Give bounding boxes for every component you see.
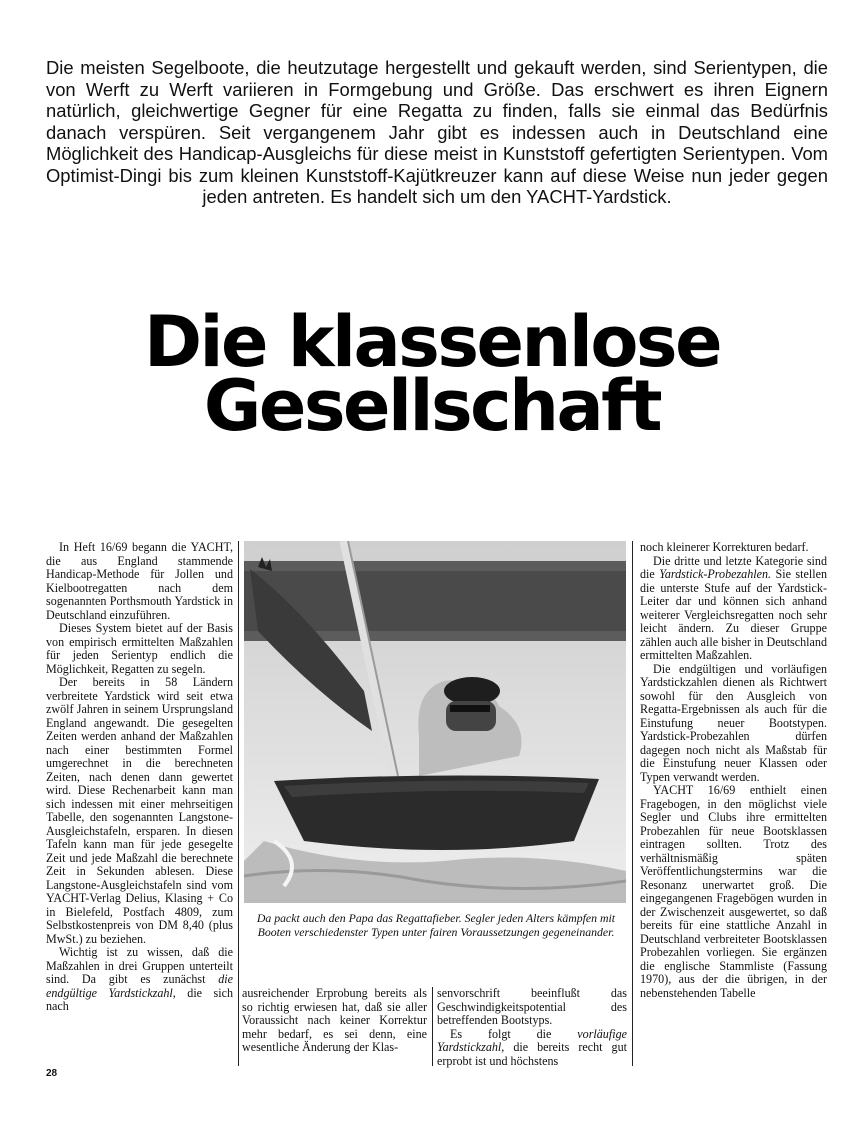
column-rule xyxy=(632,541,633,1066)
paragraph xyxy=(640,555,827,663)
headline xyxy=(0,301,864,447)
paragraph: Die endgültigen und vorläufigen Yardstickzahlen dienen als Richtwert sowohl für den Ausgleich von Regatta-Ergebnissen als auch für die Einstufung neuer Bootstypen. Yardstick-Probezahlen dürfen dagegen noch nicht als Maßstab für die Einstufung neuer Klassen oder Typen verwandt werden. xyxy=(640,661,827,784)
article-column-1 xyxy=(46,541,233,1014)
article-column-4 xyxy=(640,541,827,1000)
article-column-3 xyxy=(437,987,627,1068)
paragraph-text: Es folgt die xyxy=(450,1026,552,1041)
page-number: 28 xyxy=(46,1068,58,1079)
column-rule xyxy=(432,987,433,1066)
sailing-dinghy-photo xyxy=(244,541,626,903)
article-column-2 xyxy=(242,987,427,1055)
paragraph: Der bereits in 58 Ländern verbreitete Yardstick wird seit etwa zwölf Jahren in seinem Ursprungsland England angewandt. Die gesegelten Zeiten werden anhand der Maßzahlen nach einer bestimmten Formel umgerechnet in die berechneten Zeiten, nach denen dann gewertet wird. Diese Rechenarbeit kann man sich indessen mit einer mehrseitigen Tabelle, den sogenannten Langstone-Ausgleichstafeln, ersparen. In diesen Tafeln kann man für jede gesegelte Zeit und jede Maßzahl die berechnete Zeit in Sekunden ablesen. Diese Langstone-Ausgleichstafeln sind vom YACHT-Verlag Delius, Klasing + Co in Bielefeld, Postfach 4809, zum Selbstkostenpreis von DM 8,40 (plus MwSt.) zu beziehen. xyxy=(46,675,233,946)
paragraph xyxy=(46,946,233,1014)
column-rule xyxy=(238,541,239,1066)
paragraph: noch kleinerer Korrekturen bedarf. xyxy=(640,540,809,554)
intro-paragraph: Die meisten Segelboote, die heutzutage hergestellt und gekauft werden, sind Serientypen, die von Werft zu Werft variieren in Formgebung und Größe. Das erschwert es ihren Eignern natürlich, gleichwertige Gegner für eine Regatta zu finden, falls sie einmal das Bedürfnis danach verspüren. Seit vergangenem Jahr gibt es indessen auch in Deutschland eine Möglichkeit des Handicap-Ausgleichs für diese meist in Kunststoff gefertigten Serientypen. Vom Optimist-Dingi bis zum kleinen Kunststoff-Kajütkreuzer kann auf diese Weise nun jeder gegen jeden antreten. Es handelt sich um den YACHT-Yardstick. xyxy=(46,57,828,207)
paragraph: senvorschrift beeinflußt das Geschwindigkeitspotential des betreffenden Bootstyps. xyxy=(437,986,627,1027)
headline-line-2: Gesellschaft xyxy=(203,365,661,447)
emphasis: Yardstick-Probezahlen. xyxy=(659,567,772,581)
paragraph-text: , die bereits recht gut erprobt ist und höchstens xyxy=(437,1040,627,1068)
emphasis: die endgültige Yardstickzahl xyxy=(46,972,233,1000)
photo-caption: Da packt auch den Papa das Regattafieber. Segler jeden Alters kämpfen mit Booten verschiedenster Typen unter fairen Voraussetzungen gegeneinander. xyxy=(256,911,616,939)
paragraph: Dieses System bietet auf der Basis von empirisch ermittelten Maßzahlen für jeden Serientyp endlich die Möglichkeit, Regatten zu segeln. xyxy=(46,621,233,676)
paragraph-text: Wichtig ist zu wissen, daß die Maßzahlen in drei Gruppen unterteilt sind. Da gibt es zunächst xyxy=(46,945,233,986)
paragraph-text: , die sich nach xyxy=(46,985,233,1013)
paragraph: YACHT 16/69 enthielt einen Fragebogen, in den möglichst viele Segler und Clubs ihre ermittelten Probezahlen für neue Bootsklassen eintragen sollten. Trotz des verhältnismäßig späten Veröffentlichungstermins war die Resonanz unerwartet groß. Die eingegangenen Fragebögen wurden in der Zwischenzeit ausgewertet, so daß bereits für eine stattliche Anzahl in Deutschland verbreiteter Bootsklassen Probezahlen vorliegen. Sie ergänzen die englische Stammliste (Fassung 1970), aus der die übrigen, in der nebenstehenden Tabelle xyxy=(640,783,827,1000)
paragraph-text: Die dritte und letzte Kategorie sind die xyxy=(640,553,827,581)
paragraph: In Heft 16/69 begann die YACHT, die aus England stammende Handicap-Methode für Jollen und Kielbootregatten nach dem sogenannten Porthsmouth Yardstick in Deutschland einzuführen. xyxy=(46,540,233,622)
headline-line-1: Die klassenlose xyxy=(143,301,721,383)
paragraph: ausreichender Erprobung bereits als so richtig erwiesen hat, daß sie aller Voraussicht nach keiner Korrektur mehr bedarf, es sei denn, eine wesentliche Änderung der Klas- xyxy=(242,986,427,1054)
paragraph xyxy=(437,1028,627,1069)
paragraph-text: Sie stellen die unterste Stufe auf der Yardstick-Leiter dar und können sich anhand weiterer Vergleichsregatten noch sehr leicht ändern. Zu dieser Gruppe zählen auch alle bisher in Deutschland ermittelten Maßzahlen. xyxy=(640,567,827,662)
emphasis: vorläufige Yardstickzahl xyxy=(437,1026,627,1054)
